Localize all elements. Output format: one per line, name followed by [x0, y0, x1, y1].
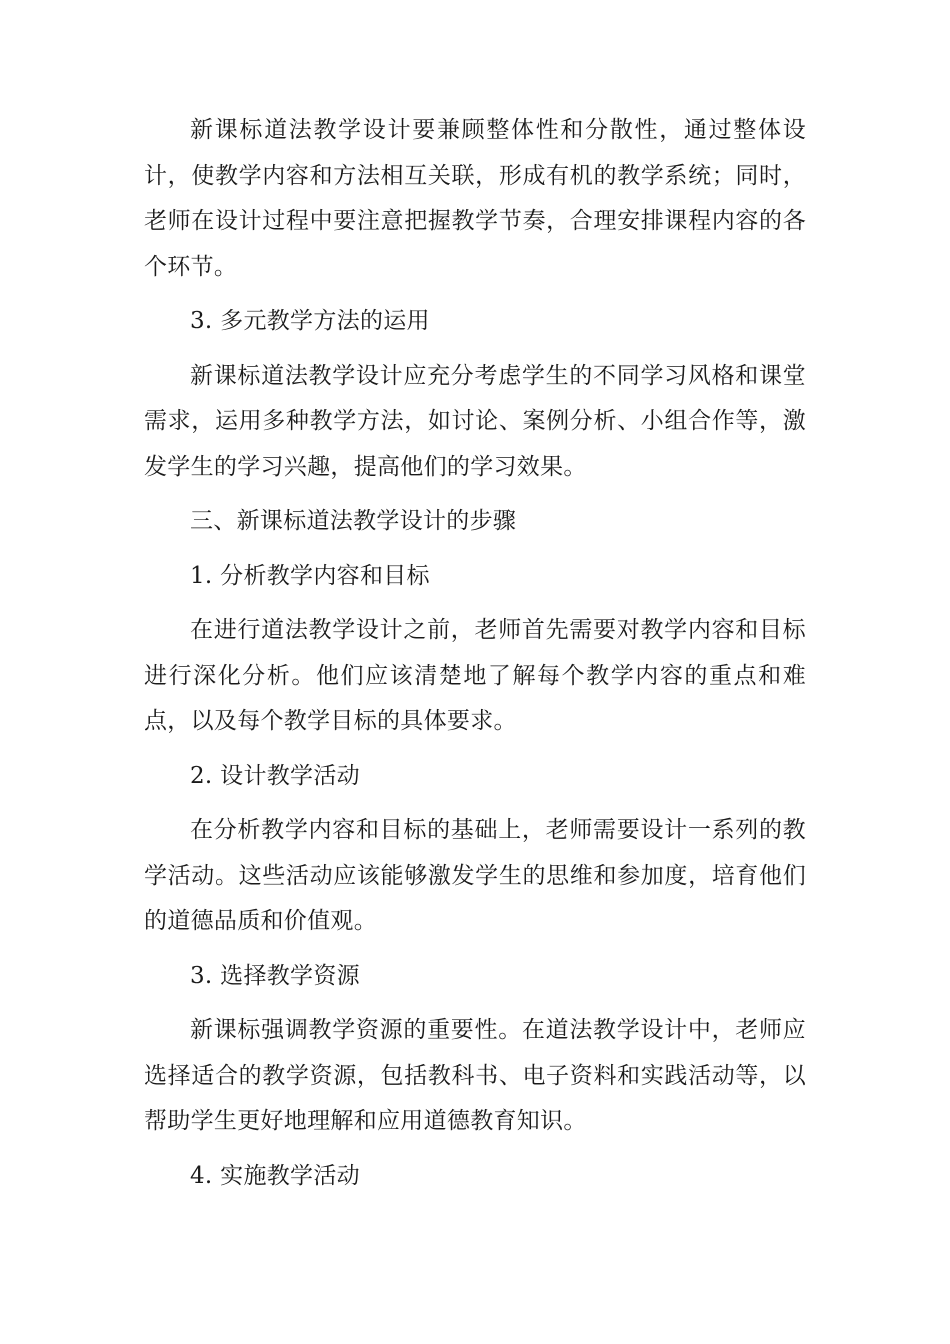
heading-analyze-content: 1. 分析教学内容和目标 — [190, 562, 430, 589]
heading-design-activities: 2. 设计教学活动 — [190, 762, 360, 789]
paragraph-select-resources: 新课标强调教学资源的重要性。在道法教学设计中，老师应选择适合的教学资源，包括教科书、电子资料和实践活动等，以帮助学生更好地理解和应用道德教育知识。 — [144, 1017, 806, 1134]
heading-select-resources: 3. 选择教学资源 — [190, 962, 360, 989]
document-body — [144, 108, 806, 1208]
paragraph-overall-design: 新课标道法教学设计要兼顾整体性和分散性，通过整体设计，使教学内容和方法相互关联，形成有机的教学系统；同时，老师在设计过程中要注意把握教学节奏，合理安排课程内容的各个环节。 — [144, 117, 806, 280]
heading-multiple-methods: 3. 多元教学方法的运用 — [190, 308, 430, 334]
paragraph-analyze-content: 在进行道法教学设计之前，老师首先需要对教学内容和目标进行深化分析。他们应该清楚地了解每个教学内容的重点和难点，以及每个教学目标的具体要求。 — [144, 617, 806, 734]
section-heading-steps: 三、新课标道法教学设计的步骤 — [190, 508, 517, 534]
paragraph-multiple-methods: 新课标道法教学设计应充分考虑学生的不同学习风格和课堂需求，运用多种教学方法，如讨论、案例分析、小组合作等，激发学生的学习兴趣，提高他们的学习效果。 — [144, 362, 806, 480]
heading-implement-activities: 4. 实施教学活动 — [190, 1162, 360, 1189]
paragraph-design-activities: 在分析教学内容和目标的基础上，老师需要设计一系列的教学活动。这些活动应该能够激发学生的思维和参加度，培育他们的道德品质和价值观。 — [144, 817, 806, 934]
